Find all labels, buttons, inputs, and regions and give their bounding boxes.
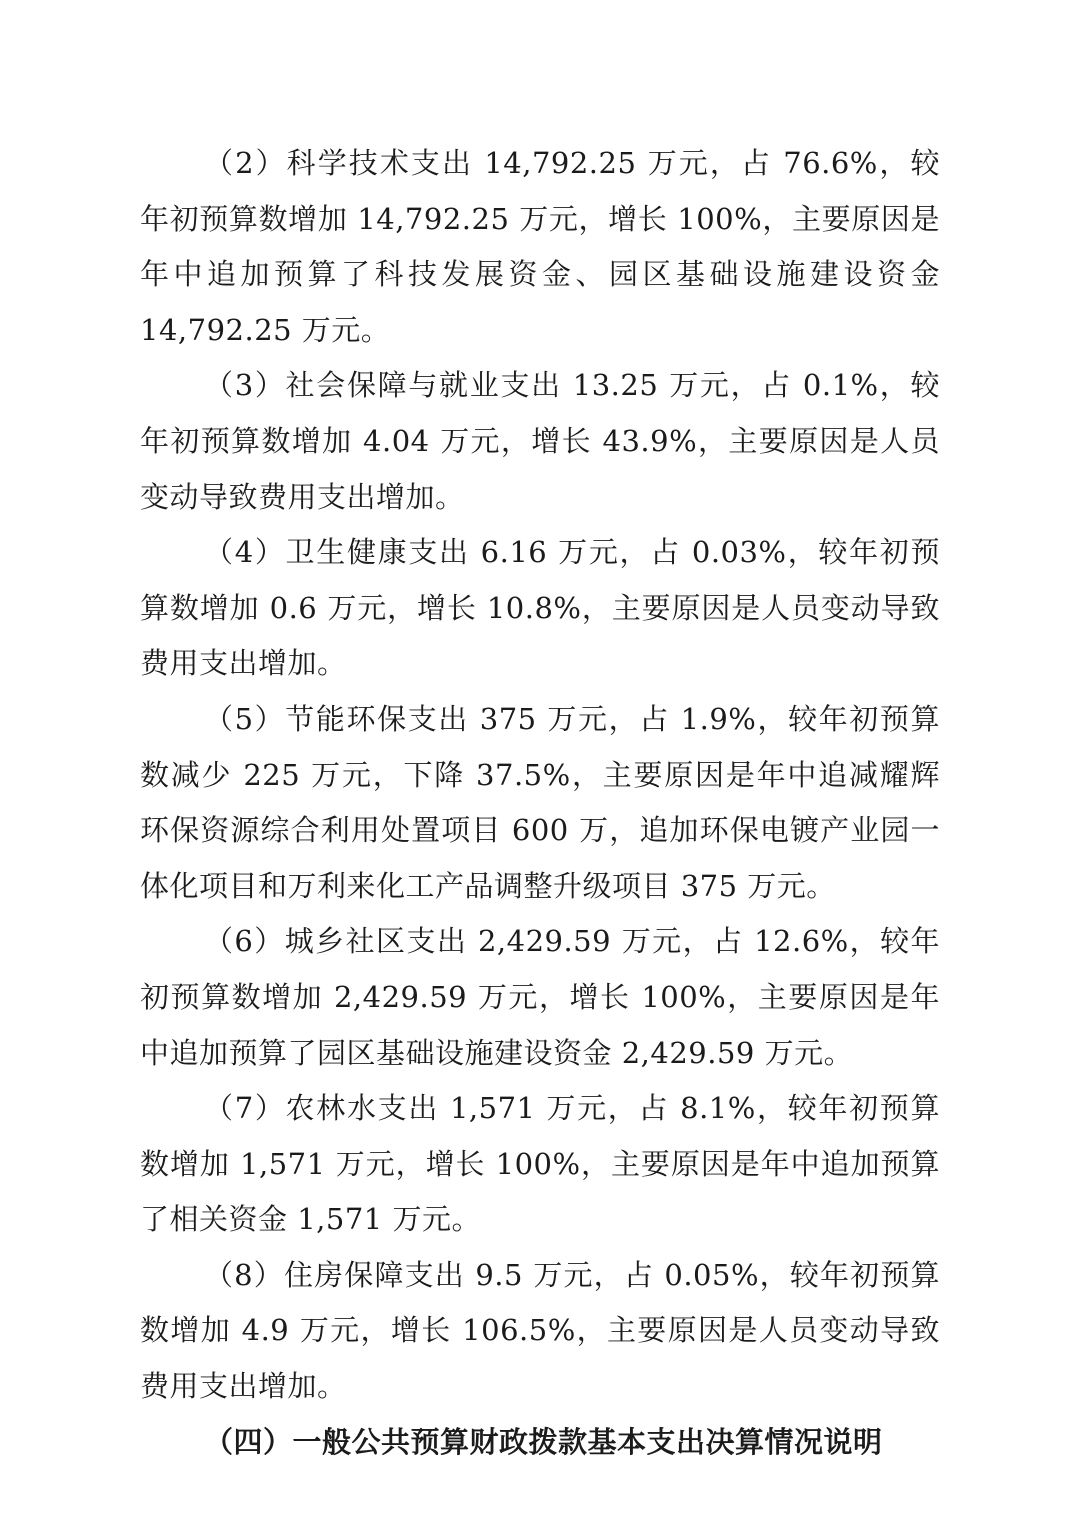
paragraph-agriculture: （7）农林水支出 1,571 万元，占 8.1%，较年初预算数增加 1,571 万元，增长 100%，主要原因是年中追加预算了相关资金 1,571 万元。	[140, 1091, 940, 1237]
document-body	[140, 136, 940, 1470]
paragraph-health: （4）卫生健康支出 6.16 万元，占 0.03%，较年初预算数增加 0.6 万元，增长 10.8%，主要原因是人员变动导致费用支出增加。	[140, 535, 940, 681]
paragraph-housing: （8）住房保障支出 9.5 万元，占 0.05%，较年初预算数增加 4.9 万元，增长 106.5%，主要原因是人员变动导致费用支出增加。	[140, 1257, 940, 1404]
paragraph-urban-rural: （6）城乡社区支出 2,429.59 万元，占 12.6%，较年初预算数增加 2,429.59 万元，增长 100%，主要原因是年中追加预算了园区基础设施建设资金 2,429.59 万元。	[140, 924, 940, 1070]
section-heading: （四）一般公共预算财政拨款基本支出决算情况说明	[204, 1424, 883, 1459]
paragraph-science-tech: （2）科学技术支出 14,792.25 万元，占 76.6%，较年初预算数增加 14,792.25 万元，增长 100%，主要原因是年中追加预算了科技发展资金、园区基础设施建设资金 14,792.25 万元。	[140, 146, 940, 347]
paragraph-energy-environment: （5）节能环保支出 375 万元，占 1.9%，较年初预算数减少 225 万元，下降 37.5%，主要原因是年中追减耀辉环保资源综合利用处置项目 600 万，追加环保电镀产业园一体化项目和万利来化工产品调整升级项目 375 万元。	[140, 701, 940, 903]
paragraph-social-security: （3）社会保障与就业支出 13.25 万元，占 0.1%，较年初预算数增加 4.04 万元，增长 43.9%，主要原因是人员变动导致费用支出增加。	[140, 368, 940, 514]
